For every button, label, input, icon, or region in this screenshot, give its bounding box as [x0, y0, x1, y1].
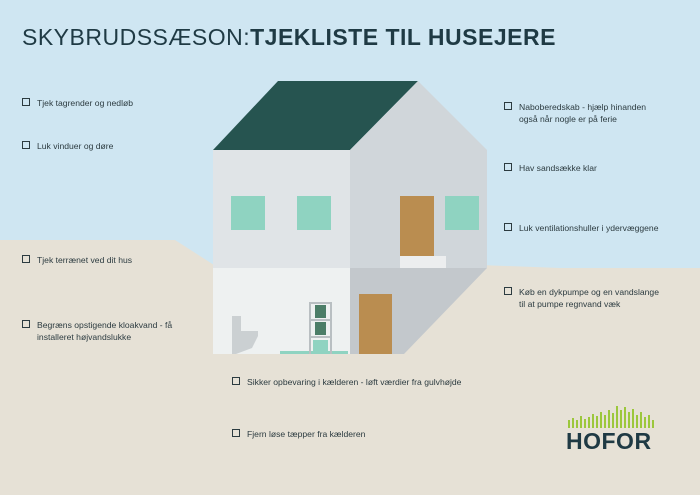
checklist-item-ventilation[interactable] [504, 223, 659, 235]
checkbox[interactable] [232, 429, 240, 437]
shelf-box [315, 305, 326, 318]
checklist-item-label: Luk ventilationshuller i ydervæggene [519, 223, 659, 233]
checklist-item-gutters[interactable] [22, 98, 133, 110]
door-step [400, 256, 446, 268]
checklist-item-terrain[interactable] [22, 255, 132, 267]
logo: HOFOR [566, 428, 652, 454]
checklist-item-label: Luk vinduer og døre [37, 141, 114, 151]
checklist-item-label: Begræns opstigende kloakvand - få installeret højvandslukke [37, 320, 173, 342]
checkbox[interactable] [22, 255, 30, 263]
checklist-item-label: Naboberedskab - hjælp hinanden også når nogle er på ferie [519, 102, 647, 124]
window [297, 196, 331, 230]
checkbox[interactable] [22, 98, 30, 106]
checklist-item-label: Hav sandsække klar [519, 163, 597, 173]
checklist-item-label: Sikker opbevaring i kælderen - løft værdier fra gulvhøjde [247, 377, 462, 387]
checklist-item-pump[interactable] [504, 287, 659, 310]
checkbox[interactable] [232, 377, 240, 385]
checklist-item-storage[interactable] [232, 377, 461, 389]
checklist-item-sewage[interactable] [22, 320, 172, 343]
checkbox[interactable] [504, 163, 512, 171]
checklist-item-label: Køb en dykpumpe og en vandslange til at pumpe regnvand væk [519, 287, 659, 309]
checklist-item-label: Tjek terrænet ved dit hus [37, 255, 133, 265]
checklist-item-label: Tjek tagrender og nedløb [37, 98, 134, 108]
checklist-item-windows[interactable] [22, 141, 113, 153]
checkbox[interactable] [22, 320, 30, 328]
checkbox[interactable] [22, 141, 30, 149]
checklist-item-label: Fjern løse tæpper fra kælderen [247, 429, 366, 439]
checklist-item-carpets[interactable] [232, 429, 365, 441]
title-bold: TJEKLISTE TIL HUSEJERE [250, 24, 556, 50]
shelf-box [313, 340, 328, 352]
checklist-item-sandbags[interactable] [504, 163, 597, 175]
page-title [22, 24, 556, 51]
title-light: SKYBRUDSSÆSON: [22, 24, 251, 50]
checkbox[interactable] [504, 102, 512, 110]
checklist-item-neighbour[interactable] [504, 102, 646, 125]
door [400, 196, 434, 256]
basement-door [359, 294, 392, 354]
checkbox[interactable] [504, 287, 512, 295]
shelf-box [315, 322, 326, 335]
window [445, 196, 479, 230]
window [231, 196, 265, 230]
checkbox[interactable] [504, 223, 512, 231]
